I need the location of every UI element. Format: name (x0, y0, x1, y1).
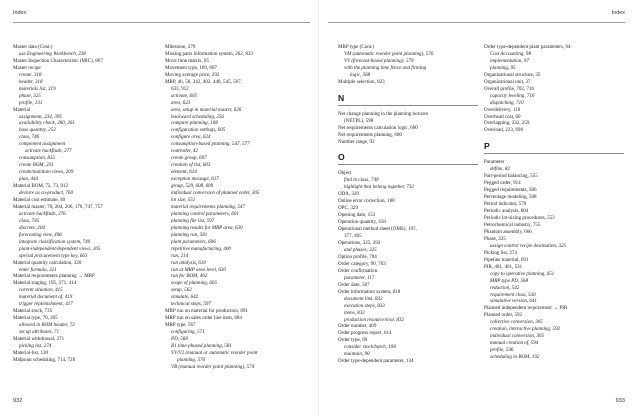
index-subentry: production resource/tool, 832 (344, 316, 404, 323)
right-page-number: 933 (615, 398, 625, 404)
index-subentry: area, 623 (171, 99, 191, 106)
index-entry: Organizational unit, 37 (484, 78, 531, 85)
index-entry: Option profile, 704 (338, 253, 377, 260)
index-entry: Order category, 90, 703 (338, 260, 386, 267)
index-subentry: consumption-based planning, 547, 577 (171, 141, 250, 148)
index-subentry: collective conversion, 305 (490, 319, 543, 326)
index-subentry: controller, 42 (171, 148, 199, 155)
index-entry: Moving average price, 292 (165, 71, 220, 78)
index-subentry: activate backflush, 276 (19, 210, 66, 217)
section-letter: O (338, 152, 345, 163)
index-subentry: VM (automatic reorder point planning), 576 (344, 50, 434, 57)
index-entry: Pegged requirements, 506 (484, 187, 537, 194)
index-subentry: create, 318 (19, 71, 42, 78)
index-entry: Order type, 89 (338, 337, 368, 344)
index-entry: Phantom assembly, 666 (484, 228, 532, 235)
index-subentry: maintain, 90 (344, 351, 370, 358)
index-subentry: plan, 444 (19, 176, 39, 183)
index-entry: Object (338, 170, 352, 177)
index-entry: Material stock, 735 (13, 308, 53, 315)
index-subentry: MRP type PD, 568 (490, 277, 529, 284)
index-subentry: run for BOM, 402 (171, 273, 208, 280)
index-entry: Overload, 223, 698 (484, 127, 523, 134)
index-entry: Material-list, 130 (13, 349, 49, 356)
index-subentry: individual conversion of planned order, 305 (171, 190, 260, 197)
section-letter: P (484, 141, 490, 152)
index-entry: MRP type, 567 (165, 322, 196, 329)
index-subentry: allowed in BOM header, 73 (19, 322, 75, 329)
index-subentry: planning, 95 (490, 64, 516, 71)
index-entry: Material (13, 106, 31, 113)
index-subentry: scope of planning, 605 (171, 280, 217, 287)
index-entry: MRP type (Cont.) (338, 44, 375, 50)
index-entry: Material master, 70, 204, 206, 178, 747, 757 (13, 203, 103, 210)
index-subentry: plant parameters, 606 (171, 238, 216, 245)
index-entry: PIR, 401, 461, 531 (484, 263, 523, 270)
index-entry: Picking list, 274 (484, 249, 517, 256)
index-entry: Periodic analysis, 804 (484, 208, 529, 215)
index-entry: Net change planning in the planning horizon (338, 110, 428, 117)
index-entry: Order number, 409 (338, 323, 377, 330)
index-subentry: planning results for MRP area, 630 (171, 224, 243, 231)
index-subentry: component assignment (19, 141, 66, 148)
index-subentry: run, 214 (171, 252, 189, 259)
index-entry: Material cost estimate, 40 (13, 196, 66, 203)
index-subentry: parameter, 117 (344, 274, 375, 281)
index-subentry: implementation, 97 (490, 57, 529, 64)
index-entry: Organizational structure, 35 (484, 71, 541, 78)
index-subentry: logic, 568 (350, 71, 371, 78)
index-entry: Phase, 325 (484, 235, 506, 242)
index-subentry: integrate classification system, 740 (19, 238, 91, 245)
index-subentry: find in class, 749 (344, 177, 379, 184)
index-subentry: materials list, 319 (19, 85, 56, 92)
index-subentry: class, 745 (19, 217, 40, 224)
index-subentry: header, 318 (19, 78, 43, 85)
index-subentry: R1 time-phased planning, 581 (171, 342, 232, 349)
index-subentry: profile, 596 (490, 347, 514, 354)
index-subentry: run analysis, 610 (171, 259, 206, 266)
index-subentry: individual conversion, 305 (490, 333, 544, 340)
index-subentry: highlight that belong together, 732 (344, 184, 414, 191)
index-entry: Overdelivery, 118 (484, 106, 521, 113)
index-subentry: class, 746 (19, 134, 40, 141)
index-entry: Overlapping, 232, 259 (484, 120, 530, 127)
index-subentry: creation of list, 603 (171, 162, 211, 169)
index-subentry: special procurement type key, 663 (19, 252, 88, 259)
section-heading (338, 93, 478, 106)
index-entry: Planned order, 592 (484, 312, 523, 319)
index-entry: Percentage modeling, 508 (484, 194, 537, 201)
right-running-header: Index (611, 10, 625, 16)
index-subentry: capacity leveling, 716 (490, 92, 535, 99)
index-entry: OPC, 329 (338, 205, 358, 212)
index-subentry: planning file list, 597 (171, 217, 215, 224)
index-subentry: forecasting view, 496 (19, 231, 62, 238)
index-entry: Net requirements planning, 600 (338, 131, 402, 138)
index-subentry: VV/V2 (manual or automatic reorder point (171, 349, 258, 356)
index-subentry: phase, 325 (19, 92, 41, 99)
index-entry: MRP run on material for production, 891 (165, 308, 248, 315)
index-subentry: Cost Accounting, 98 (490, 50, 531, 57)
index-entry: Operational method sheet (OMS), 197, (338, 226, 417, 233)
index-entry: Order date, 587 (338, 281, 370, 288)
index-subentry: base quantity, 252 (19, 127, 56, 134)
index-entry: Overall profile, 702, 716 (484, 85, 535, 92)
index-subentry: manual creation of, 594 (490, 340, 539, 347)
index-subentry: dispatching, 710 (490, 99, 524, 106)
index-entry: Opening date, 153 (338, 212, 376, 219)
index-entry: Operation quantity, 358 (338, 219, 386, 226)
index-subentry: availability check, 260, 261 (19, 120, 75, 127)
index-subentry: current situation, 415 (19, 287, 63, 294)
index-subentry: VB (manual reorder point planning), 574 (171, 363, 255, 370)
index-subentry: configure area, 624 (171, 134, 211, 141)
index-subentry: discrete, 204 (19, 224, 45, 231)
index-subentry: simulate, 642 (171, 294, 199, 301)
right-header-rule (328, 22, 625, 23)
index-subentry: group, 529, 608, 609 (171, 183, 214, 190)
index-entry: Master data (Cont.) (13, 44, 53, 50)
index-subentry: material requirements planning, 547 (171, 203, 245, 210)
section-rule (338, 164, 478, 165)
index-subentry: compare planning, 108 (171, 120, 218, 127)
index-column-3 (338, 44, 478, 365)
index-subentry: assignment, 234, 395 (19, 113, 62, 120)
index-subentry: copy to operative planning, 651 (490, 270, 555, 277)
index-entry: Parameter (484, 159, 505, 166)
index-subentry: create BOM, 231 (19, 162, 54, 169)
index-entry: Order type-dependent parameter, 134 (338, 358, 414, 365)
index-subentry: planning, 576 (177, 356, 206, 363)
index-subentry: reduction, 542 (490, 284, 520, 291)
index-entry: ODA, 329 (338, 191, 360, 198)
index-subentry: profile, 131 (19, 99, 43, 106)
index-subentry: consider stock/batch, 108 (344, 344, 396, 351)
index-subentry: configuration settings, 605 (171, 127, 226, 134)
left-page-number: 932 (13, 398, 23, 404)
index-subentry: trigger replenishment, 417 (19, 301, 73, 308)
index-subentry: assign control recipe destination, 325 (490, 242, 567, 249)
index-subentry: lot size, 551 (171, 196, 196, 203)
index-subentry: activate, 605 (171, 92, 198, 99)
index-subentry: create group, 607 (171, 155, 207, 162)
index-subentry: exception message, 617 (171, 176, 219, 183)
index-entry: Period indicator, 579 (484, 201, 527, 208)
index-entry: Order information system, 818 (338, 288, 401, 295)
section-rule (338, 105, 478, 106)
index-subentry: 633, 912 (171, 85, 189, 92)
index-subentry: VV (forecast-based planning), 579 (344, 57, 414, 64)
index-entry: Overhead cost, 60 (484, 113, 521, 120)
index-subentry: declare as co-product, 760 (19, 190, 74, 197)
index-subentry: scheduling in BOM, 192 (490, 354, 540, 361)
index-subentry: define, 82 (490, 166, 510, 173)
index-subentry: plant-independent/dependent views, 205 (19, 245, 101, 252)
index-entry: Material withdrawal, 271 (13, 336, 65, 343)
index-subentry: simulative version, 641 (490, 298, 537, 305)
section-heading (338, 152, 478, 165)
index-subentry: create/maintain views, 209 (19, 169, 74, 176)
index-subentry: (NETPL), 598 (344, 117, 374, 124)
index-entry: Midpoint scheduling, 714, 728 (13, 356, 76, 363)
index-subentry: PD, 568 (171, 336, 188, 343)
index-entry: Material requirements planning → MRP (13, 273, 95, 280)
index-entry: Material staging, 195, 371, 414 (13, 280, 77, 287)
index-subentry: with the planning time fence and firming (344, 64, 427, 71)
left-header-rule (13, 22, 310, 23)
section-heading (484, 141, 624, 154)
index-entry: Material type, 70, 205 (13, 315, 58, 322)
index-entry: Planned independent requirement → PIR (484, 305, 568, 312)
index-subentry: set up attributes, 71 (19, 329, 60, 336)
index-subentry: backward scheduling, 256 (171, 113, 224, 120)
index-entry: Master recipe (13, 64, 41, 71)
index-entry: Number range, 92 (338, 138, 375, 145)
index-subentry: repetitive manufacturing, 400 (171, 245, 231, 252)
index-subentry: material document of, 419 (19, 294, 73, 301)
right-page (319, 0, 638, 416)
index-subentry: creation, interactive planning, 592 (490, 326, 561, 333)
index-subentry: area, setup in material master, 626 (171, 106, 242, 113)
index-subentry: run at MRP area level, 630 (171, 266, 226, 273)
index-entry: Movement type, 189, 687 (165, 64, 218, 71)
index-entry: Order confirmation (338, 267, 378, 274)
index-subentry: setup, 562 (171, 287, 192, 294)
index-entry: Net requirements calculation logic, 600 (338, 124, 418, 131)
index-entry: Pegged order, 914 (484, 180, 521, 187)
section-letter: N (338, 92, 345, 103)
section-rule (484, 153, 624, 154)
index-subentry: picking list, 274 (19, 342, 52, 349)
index-subentry: requirement class, 530 (490, 291, 536, 298)
index-subentry: planning run, 581 (171, 231, 208, 238)
index-entry: Multiple selection, 823 (338, 78, 385, 85)
index-entry: Petrochemical industry, 755 (484, 221, 541, 228)
left-running-header: Index (13, 10, 27, 16)
index-entry: Milestone, 279 (165, 44, 196, 50)
index-subentry: activate backflush, 277 (25, 148, 72, 155)
index-subentry: items, 832 (344, 309, 365, 316)
index-entry: Pipeline material, 691 (484, 256, 529, 263)
index-subentry: 377, 405 (344, 233, 362, 240)
index-subentry: use Engineering Workbench, 238 (19, 50, 86, 57)
index-entry: Online error correction, 188 (338, 198, 395, 205)
index-subentry: element, 614 (171, 169, 197, 176)
index-entry: Move time matrix, 85 (165, 57, 210, 64)
index-entry: Part-period balancing, 555 (484, 173, 538, 180)
index-entry: MRP run on sales order line item, 884 (165, 315, 242, 322)
index-column-1 (13, 44, 153, 364)
index-entry: Material BOM, 72, 73, 912 (13, 183, 69, 190)
index-subentry: technical steps, 597 (171, 301, 211, 308)
index-subentry: configuring, 571 (171, 329, 205, 336)
index-subentry: enter formula, 321 (19, 266, 57, 273)
index-entry: Order type-dependent plant parameters, 94 (484, 44, 571, 50)
index-subentry: and phases, 325 (344, 246, 377, 253)
index-subentry: consumption, 835 (19, 155, 55, 162)
index-entry: Master Inspection Characteristic (MIC), 867 (13, 57, 103, 64)
index-entry: Periodic lot-sizing procedures, 553 (484, 215, 555, 222)
index-subentry: document link, 832 (344, 295, 383, 302)
index-entry: Order progress report, 614 (338, 330, 392, 337)
index-entry: MRP, 46, 58, 342, 402, 448, 545, 567, (165, 78, 242, 85)
index-entry: Missing parts information system, 262, 833 (165, 50, 253, 57)
index-column-4 (484, 44, 624, 361)
index-column-2 (165, 44, 305, 371)
index-entry: Material quantity calculation, 320 (13, 259, 82, 266)
index-subentry: planning control parameters, 601 (171, 210, 239, 217)
index-entry: Operations, 325, 393 (338, 240, 381, 247)
index-subentry: execution steps, 833 (344, 302, 385, 309)
